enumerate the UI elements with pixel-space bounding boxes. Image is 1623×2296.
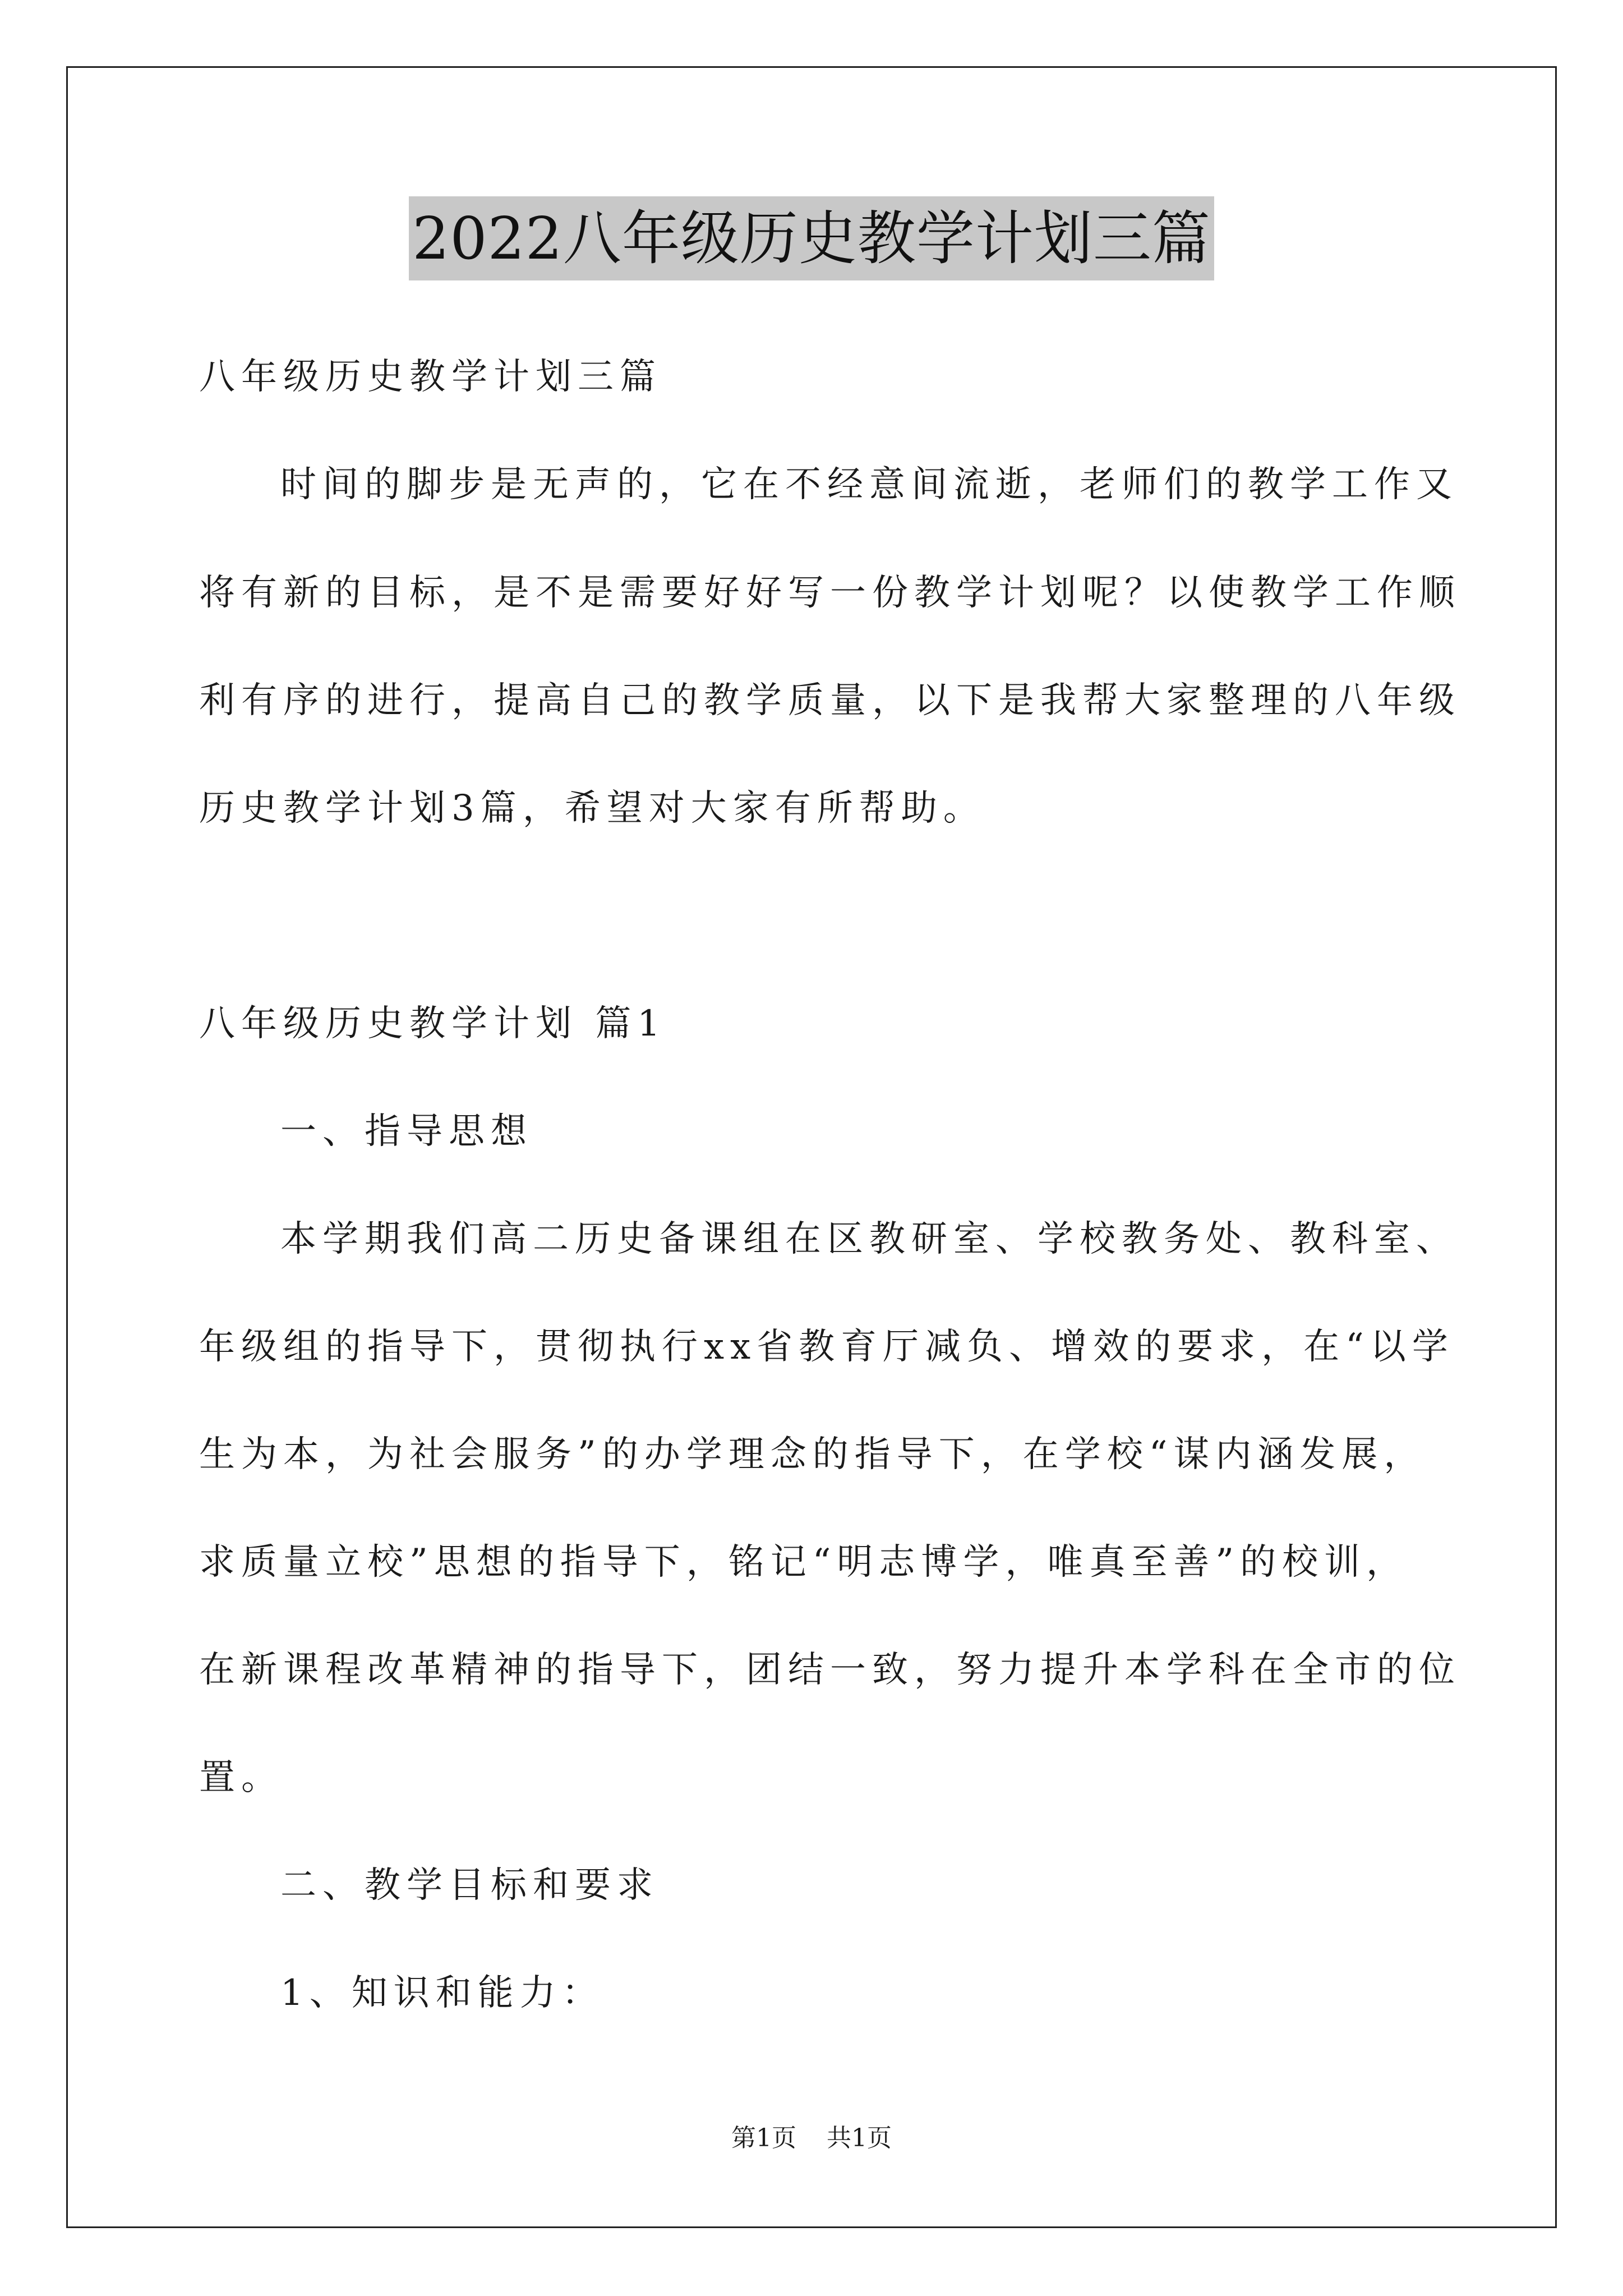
- page-number-total: 共1页: [827, 2124, 892, 2152]
- paragraph-line-4: 求质量立校”思想的指导下，铭记“明志博学，唯真至善”的校训，: [199, 1542, 1409, 1583]
- paragraph-line-3: 生为本，为社会服务”的办学理念的指导下，在学校“谋内涵发展，: [199, 1434, 1426, 1475]
- page-number-current: 第1页: [731, 2124, 796, 2152]
- intro-line-3: 利有序的进行，提高自己的教学质量，以下是我帮大家整理的八年级: [199, 680, 1461, 721]
- paragraph-line-2: 年级组的指导下，贯彻执行xx省教育厅减负、增效的要求，在“以学: [199, 1326, 1454, 1368]
- heading-teaching-goals: 二、教学目标和要求: [280, 1865, 659, 1906]
- page-footer: [0, 2122, 1623, 2155]
- paragraph-line-5: 在新课程改革精神的指导下，团结一致，努力提升本学科在全市的位: [199, 1649, 1461, 1691]
- intro-line-2: 将有新的目标，是不是需要好好写一份教学计划呢？以使教学工作顺: [199, 572, 1461, 614]
- title-container: [0, 196, 1623, 280]
- document-subtitle: 八年级历史教学计划三篇: [199, 356, 662, 398]
- section-heading: 八年级历史教学计划 篇1: [199, 1003, 667, 1045]
- heading-knowledge-ability: 1、知识和能力：: [280, 1972, 604, 2014]
- heading-guiding-thought: 一、指导思想: [280, 1111, 533, 1152]
- intro-line-4: 历史教学计划3篇，希望对大家有所帮助。: [199, 788, 985, 829]
- document-title: 2022八年级历史教学计划三篇: [409, 196, 1214, 280]
- paragraph-line-1: 本学期我们高二历史备课组在区教研室、学校教务处、教科室、: [280, 1218, 1458, 1260]
- intro-line-1: 时间的脚步是无声的，它在不经意间流逝，老师们的教学工作又: [280, 464, 1458, 505]
- paragraph-line-6: 置。: [199, 1757, 283, 1798]
